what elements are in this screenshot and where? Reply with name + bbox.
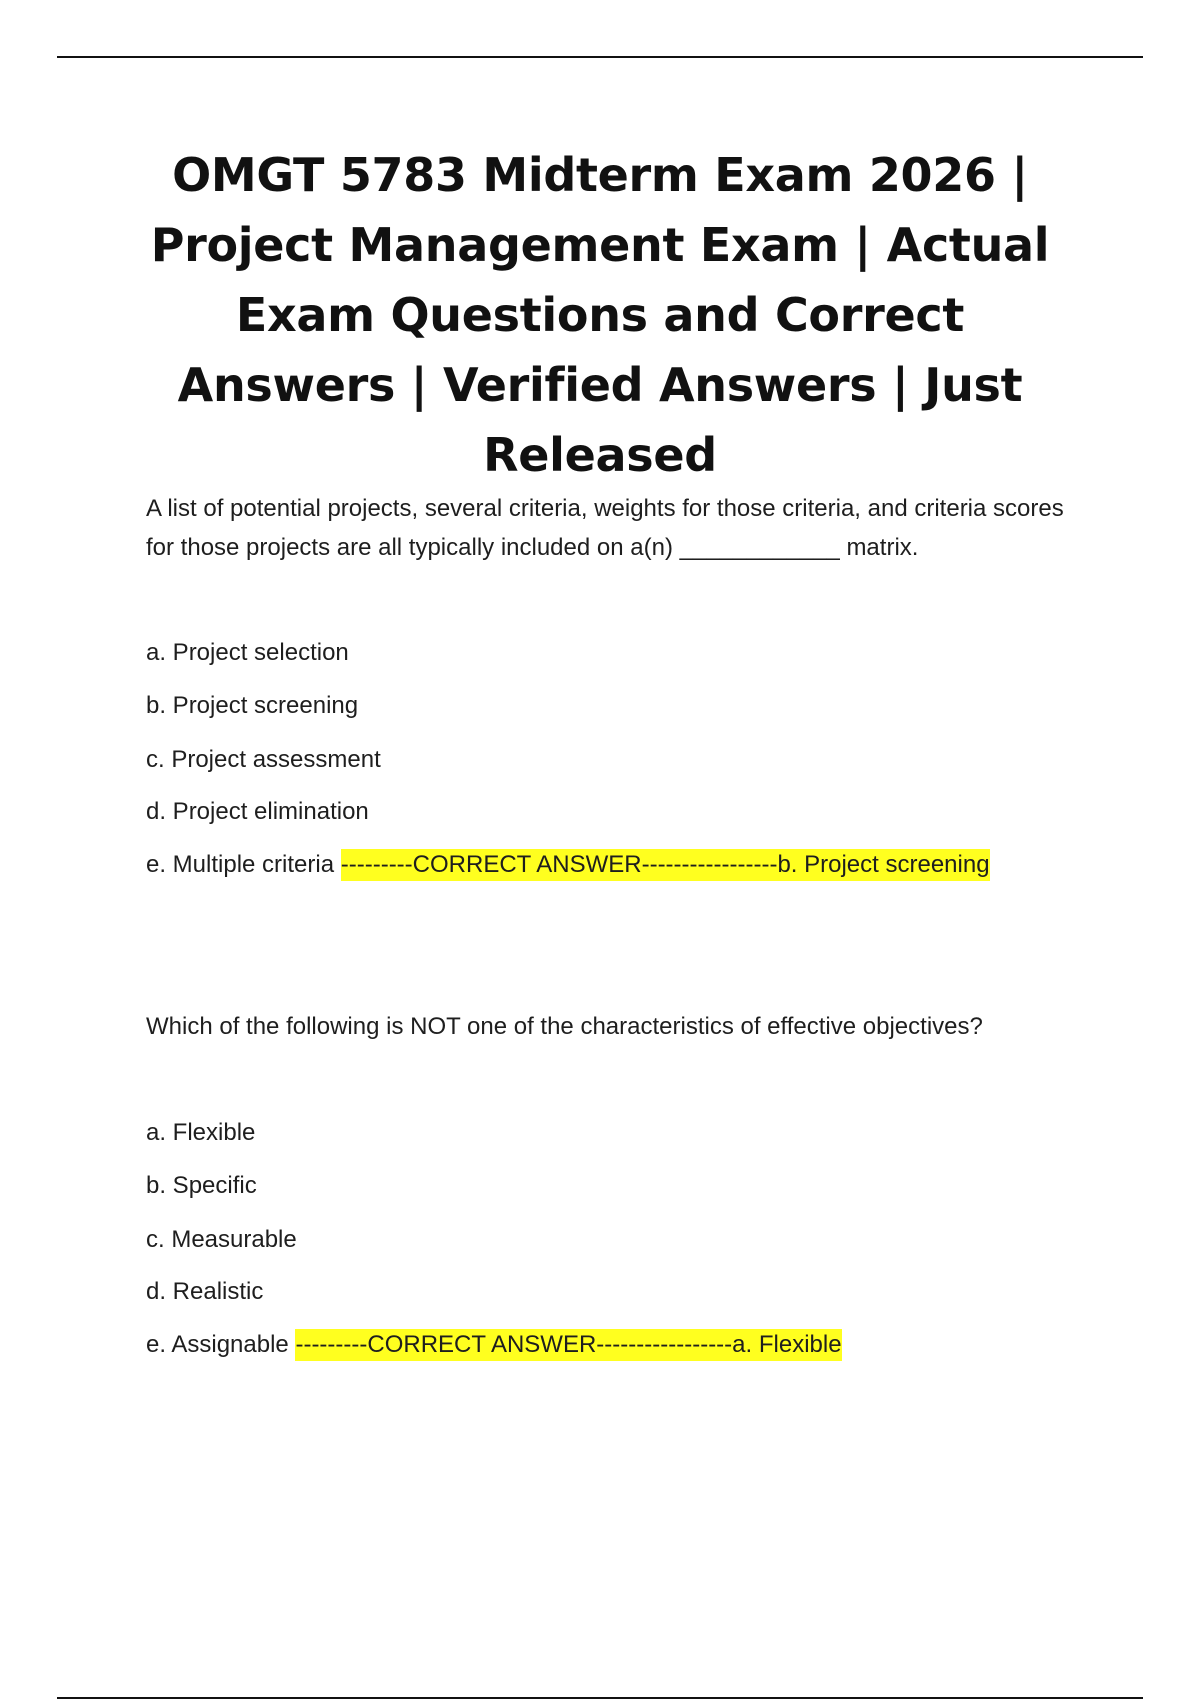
question-1-option-c: c. Project assessment [146,746,381,773]
correct-answer-highlight: ---------CORRECT ANSWER-----------------b. Project screening [341,849,990,881]
question-1-option-d: d. Project elimination [146,798,369,825]
correct-answer-highlight: ---------CORRECT ANSWER-----------------a. Flexible [295,1329,841,1361]
question-2-option-c: c. Measurable [146,1226,297,1253]
question-1-option-b: b. Project screening [146,692,359,719]
bottom-rule [57,1697,1143,1699]
question-1-option-a: a. Project selection [146,639,349,666]
question-2-option-b: b. Specific [146,1172,257,1199]
question-1-option-e [146,850,990,880]
top-rule [57,56,1143,58]
question-2-option-a: a. Flexible [146,1119,256,1146]
question-1-text: A list of potential projects, several criteria, weights for those criteria, and criteria scores for those projects are all typically included on a(n) ____________ matrix. [146,495,1064,561]
document-title: OMGT 5783 Midterm Exam 2026 | Project Management Exam | Actual Exam Questions and Correct Answers | Verified Answers | Just Released [150,148,1050,482]
question-2-option-d: d. Realistic [146,1278,264,1305]
option-label: e. Assignable [146,1331,289,1358]
question-2-text: Which of the following is NOT one of the characteristics of effective objectives? [146,1013,983,1040]
option-label: e. Multiple criteria [146,851,335,878]
question-2-option-e [146,1330,842,1360]
